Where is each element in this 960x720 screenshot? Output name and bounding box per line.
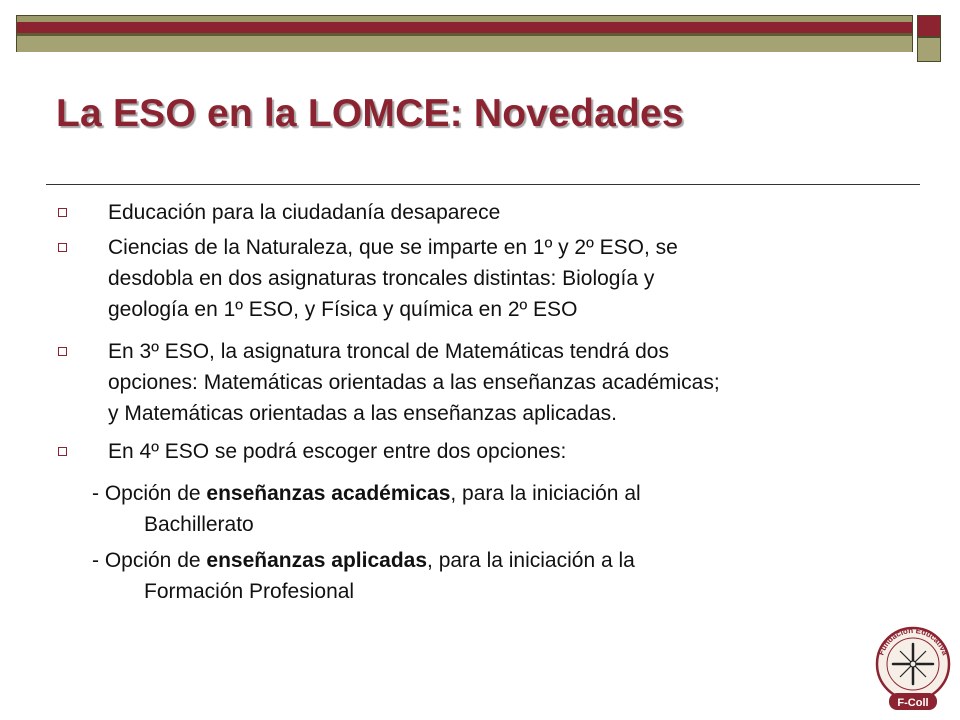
square-bullet-icon	[58, 243, 67, 252]
sub-item-suffix: , para la iniciación a la	[427, 549, 635, 572]
sub-item-prefix: - Opción de	[92, 482, 207, 505]
bullet-line: desdobla en dos asignaturas troncales distintas: Biología y	[108, 267, 655, 290]
sub-item-continuation: Bachillerato	[144, 513, 254, 536]
sub-item-continuation: Formación Profesional	[144, 580, 355, 603]
sub-item-aplicadas	[92, 545, 902, 607]
bullet-line: En 3º ESO, la asignatura troncal de Matemáticas tendrá dos	[108, 340, 669, 363]
square-bullet-icon	[58, 347, 67, 356]
sub-item-academicas	[92, 478, 902, 540]
bullet-line: geología en 1º ESO, y Física y química en 2º ESO	[108, 298, 578, 321]
bullet-line: Educación para la ciudadanía desaparece	[108, 201, 501, 224]
bullet-item	[108, 197, 908, 228]
square-bullet-icon	[58, 208, 67, 217]
bullet-line: En 4º ESO se podrá escoger entre dos opciones:	[108, 440, 567, 463]
bullet-line: opciones: Matemáticas orientadas a las enseñanzas académicas;	[108, 371, 720, 394]
sub-item-prefix: - Opción de	[92, 549, 207, 572]
bullet-item	[108, 232, 908, 325]
bullet-item	[108, 436, 908, 467]
bullet-item	[108, 336, 908, 429]
svg-text:F-Coll: F-Coll	[897, 697, 929, 709]
slide-title: La ESO en la LOMCE: Novedades	[56, 92, 684, 135]
sub-item-emphasis: enseñanzas académicas	[206, 482, 451, 505]
sub-item-emphasis: enseñanzas aplicadas	[206, 549, 428, 572]
sub-item-suffix: , para la iniciación al	[450, 482, 641, 505]
bullet-line: Ciencias de la Naturaleza, que se imparte en 1º y 2º ESO, se	[108, 236, 678, 259]
svg-text:Fundación Educativa: Fundación Educativa	[876, 625, 950, 657]
fundacion-logo	[872, 620, 954, 716]
square-bullet-icon	[58, 447, 67, 456]
bullet-line: y Matemáticas orientadas a las enseñanzas aplicadas.	[108, 402, 617, 425]
